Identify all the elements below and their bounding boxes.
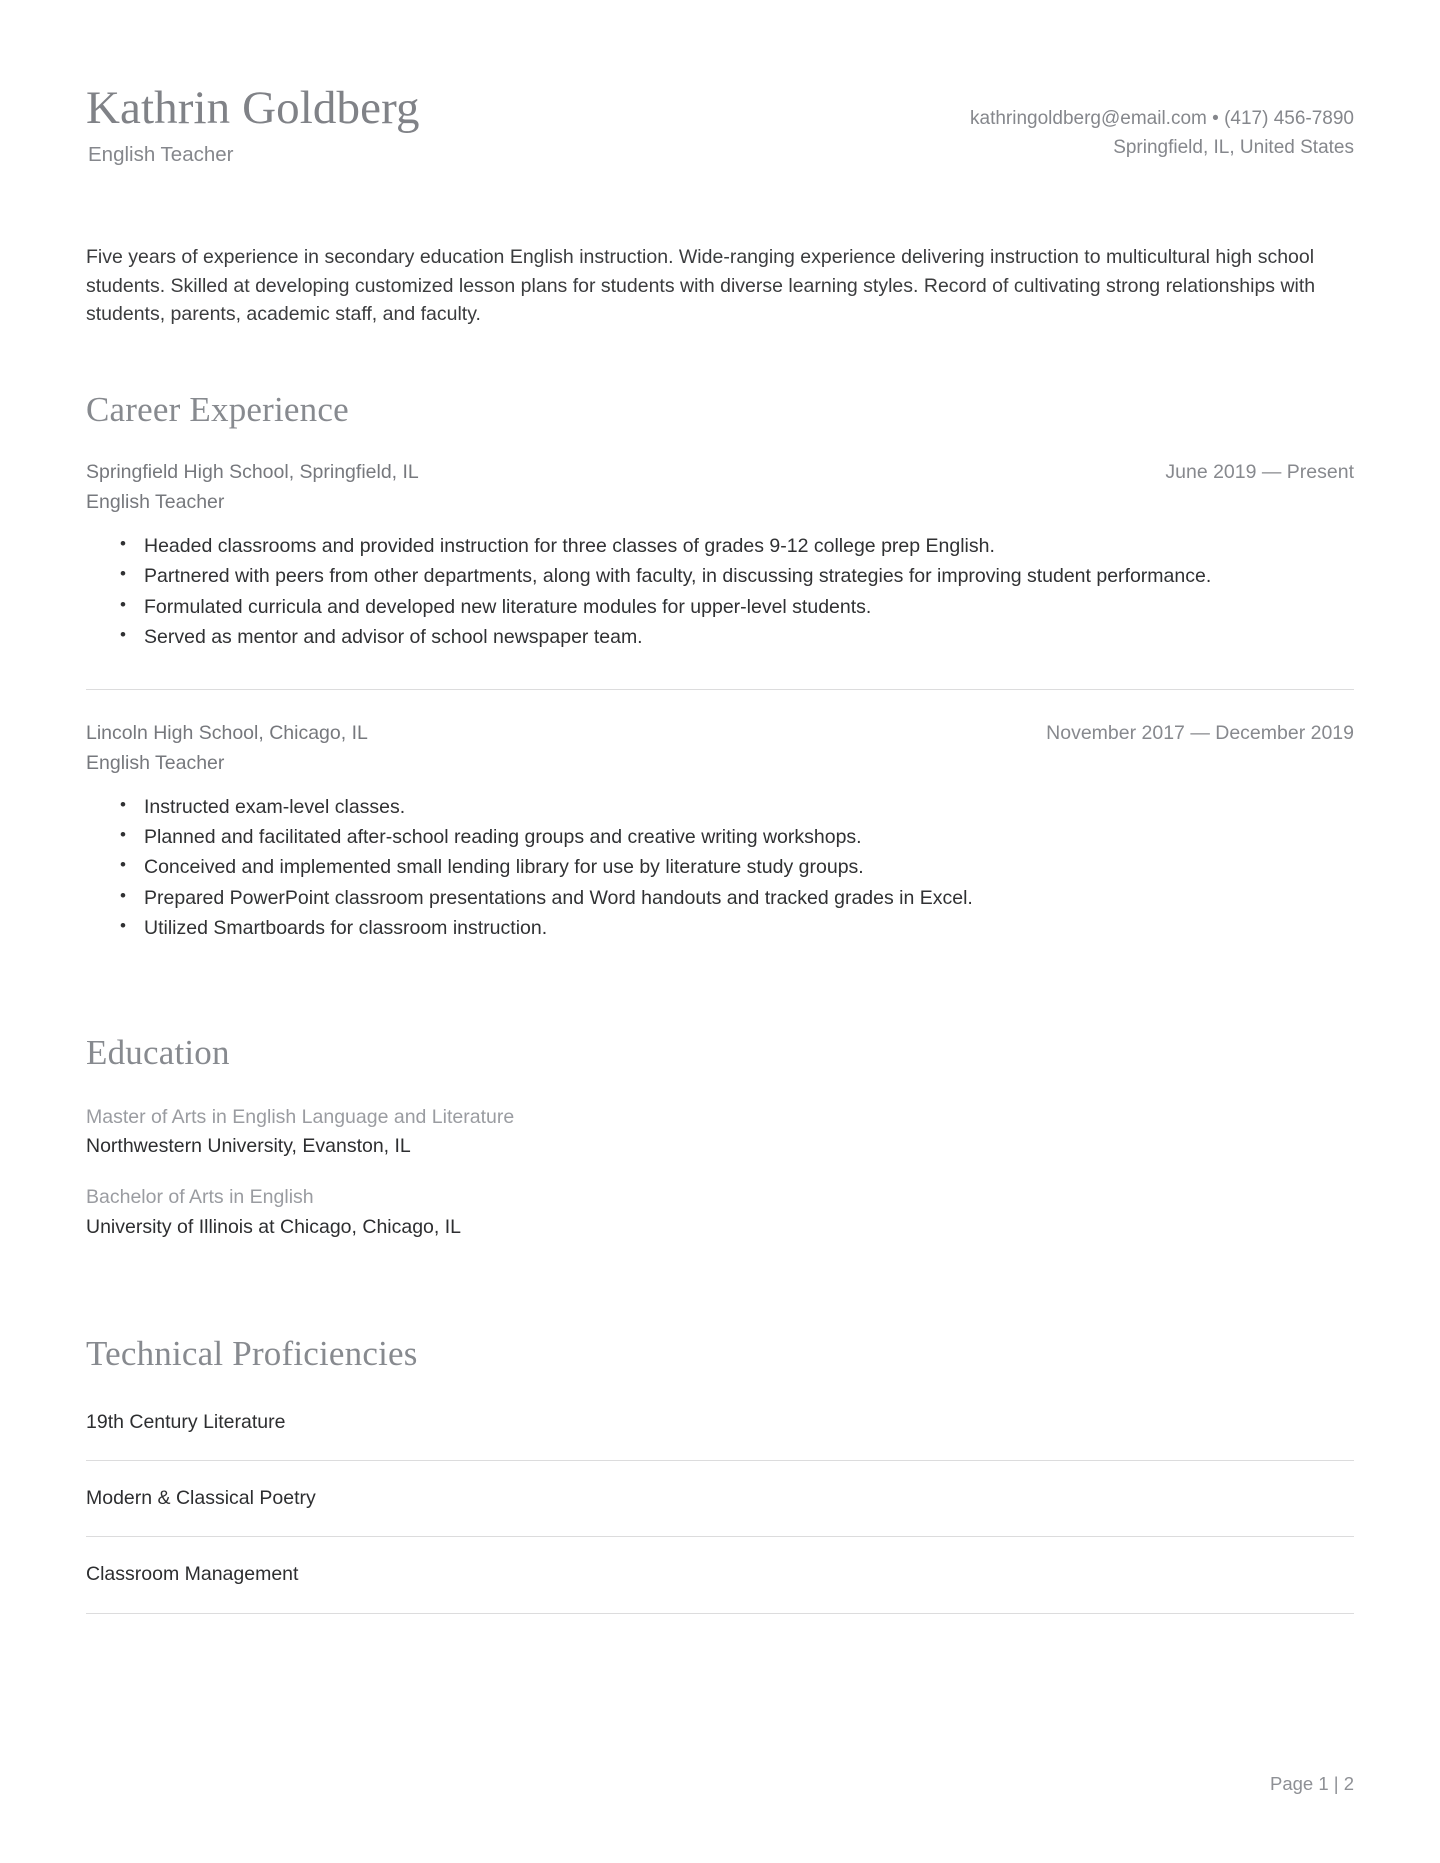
list-item: Modern & Classical Poetry: [86, 1485, 1354, 1537]
skills-list: [86, 1407, 1354, 1614]
experience-dates: November 2017 — December 2019: [1046, 721, 1354, 744]
page-number-label: Page 1 | 2: [1269, 1773, 1354, 1794]
section-education: [86, 1032, 1354, 1241]
education-list: [86, 1104, 1354, 1241]
experience-entry-header: [86, 459, 1354, 485]
section-title-technical-proficiencies: Technical Proficiencies: [86, 1333, 418, 1373]
contact-block: [970, 82, 1354, 163]
list-item: • Partnered with peers from other departments, along with faculty, in discussing strategies for improving student performance.: [120, 562, 1350, 590]
list-item: 19th Century Literature: [86, 1407, 1354, 1461]
identity-block: [86, 82, 420, 169]
education-degree: Master of Arts in English Language and Literature: [86, 1105, 515, 1128]
list-item: • Planned and facilitated after-school reading groups and creative writing workshops.: [120, 823, 1350, 851]
resume-header: [86, 68, 1354, 169]
experience-role: English Teacher: [86, 491, 225, 514]
experience-organization: Springfield High School, Springfield, IL: [86, 460, 419, 483]
experience-dates: June 2019 — Present: [1165, 460, 1354, 483]
section-technical-proficiencies: [86, 1333, 1354, 1614]
education-institution: University of Illinois at Chicago, Chicago, IL: [86, 1215, 462, 1238]
list-item: • Conceived and implemented small lending library for use by literature study groups.: [120, 853, 1350, 881]
experience-entry: [86, 459, 1354, 655]
experience-bullets: [86, 793, 1354, 941]
contact-location: Springfield, IL, United States: [1113, 136, 1354, 158]
education-institution: Northwestern University, Evanston, IL: [86, 1134, 411, 1157]
education-degree: Bachelor of Arts in English: [86, 1186, 314, 1209]
list-item: • Prepared PowerPoint classroom presentations and Word handouts and tracked grades in Excel.: [120, 884, 1350, 912]
list-item: • Formulated curricula and developed new literature modules for upper-level students.: [120, 593, 1350, 621]
professional-summary: Five years of experience in secondary education English instruction. Wide-ranging experience delivering instruction to multicultural high school students. Skilled at developing customized lesson plans for students with diverse learning styles. Record of cultivating strong relationships with students, parents, academic staff, and faculty.: [86, 246, 1316, 326]
education-entry: [86, 1104, 1354, 1161]
candidate-job-title: English Teacher: [88, 142, 234, 166]
experience-entry: [86, 720, 1354, 946]
experience-list: [86, 459, 1354, 946]
section-title-education: Education: [86, 1032, 230, 1072]
education-entry: [86, 1184, 1354, 1241]
candidate-name: Kathrin Goldberg: [86, 82, 420, 134]
experience-organization: Lincoln High School, Chicago, IL: [86, 721, 368, 744]
experience-divider: [86, 689, 1354, 690]
list-item: • Served as mentor and advisor of school newspaper team.: [120, 623, 1350, 651]
section-career-experience: [86, 389, 1354, 946]
list-item: Classroom Management: [86, 1561, 1354, 1613]
experience-entry-header: [86, 720, 1354, 746]
experience-role: English Teacher: [86, 751, 225, 774]
section-title-career-experience: Career Experience: [86, 389, 349, 429]
list-item: • Instructed exam-level classes.: [120, 793, 1350, 821]
experience-bullets: [86, 532, 1354, 650]
contact-email-phone: kathringoldberg@email.com • (417) 456-7890: [970, 108, 1354, 129]
list-item: • Utilized Smartboards for classroom instruction.: [120, 914, 1350, 942]
list-item: • Headed classrooms and provided instruction for three classes of grades 9-12 college prep English.: [120, 532, 1350, 560]
